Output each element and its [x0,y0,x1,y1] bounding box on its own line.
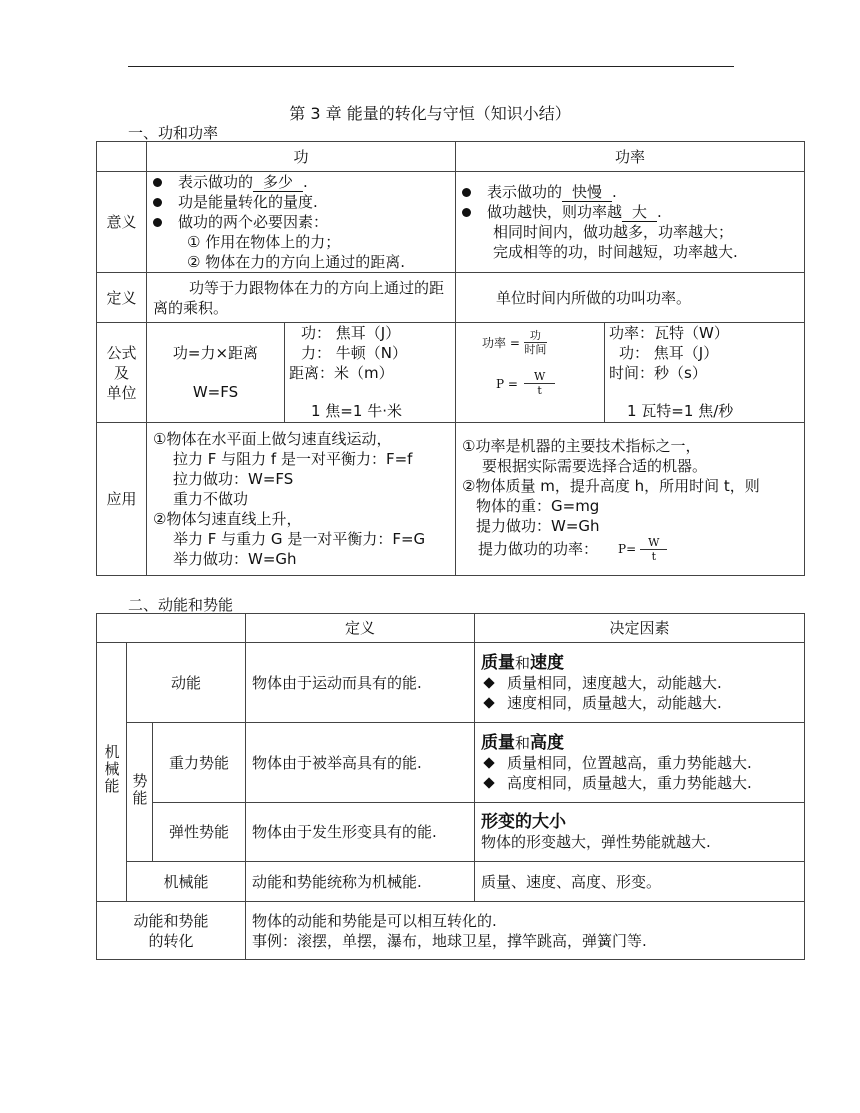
elastic-factors [475,803,805,862]
factor-title: 形变的大小 [481,812,567,832]
text-line: 要根据实际需要选择合适的机器。 [482,456,708,475]
row-label-formula: 公式 及 单位 [97,323,147,423]
text: 提力做功的功率： [478,540,599,558]
bullet-icon [462,188,471,197]
unit-line: 力： 牛顿（N） [301,344,407,362]
bullet-item [147,172,455,192]
diamond-item [475,673,804,693]
conversion-name [97,902,246,960]
power-formula-symbols [482,370,604,397]
formula-left: P= [618,542,637,556]
diamond-item [475,753,804,773]
gravitational-name: 重力势能 [153,723,246,803]
header-work: 功 [147,142,456,172]
text: 功是能量转化的量度. [178,193,318,211]
fraction [640,536,667,563]
power-formula-box [456,323,605,422]
bullet-icon [153,178,162,187]
gravitational-definition: 物体由于被举高具有的能. [246,723,475,803]
bullet-item [147,212,455,232]
mechanical-factors: 质量、速度、高度、形变。 [475,862,805,902]
application-power [456,423,805,576]
text: 质量相同，速度越大，动能越大. [507,673,722,692]
numerator: W [640,536,667,550]
corner-cell [97,614,246,643]
bullet-icon [153,198,162,207]
fill-blank: 大 [622,204,657,222]
denominator: 时间 [524,343,547,356]
elastic-name: 弹性势能 [153,803,246,862]
meaning-work-cell [147,172,456,273]
unit-line: 功： 焦耳（J） [301,324,401,342]
application-work [147,423,456,576]
factor-2: ② 物体在力的方向上通过的距离. [187,253,405,271]
text-line: 举力做功：W=Gh [173,550,297,568]
text: 质量 [481,732,516,753]
kinetic-factors [475,643,805,723]
power-note-1: 相同时间内，做功越多，功率越大； [493,223,734,241]
text-line: ②物体质量 m，提升高度 h，所用时间 t，则 [462,476,760,495]
bullet-icon [153,218,162,227]
gravitational-factors [475,723,805,803]
unit-equation: 1 瓦特=1 焦/秒 [627,402,734,420]
fill-blank: 多少 [253,174,303,192]
text: 机械能 [102,744,121,795]
header-definition: 定义 [246,614,475,643]
diamond-bullet-icon [483,677,494,688]
definition-power: 单位时间内所做的功叫功率。 [456,273,805,323]
mechanical-energy-label [97,643,127,902]
mechanical-name: 机械能 [127,862,246,902]
row-label-meaning: 意义 [97,172,147,273]
work-formula-symbol: W=FS [192,383,239,402]
mechanical-definition: 动能和势能统称为机械能. [246,862,475,902]
fill-blank: 快慢 [562,184,612,202]
text: 表示做功的 [178,173,254,191]
factor-title [475,733,804,753]
bullet-item [456,182,804,202]
diamond-bullet-icon [483,697,494,708]
numerator: 功 [524,329,547,343]
text: 的转化 [148,931,194,950]
unit-equation: 1 焦=1 牛·米 [311,402,402,420]
row-label-application: 应用 [97,423,147,576]
diamond-bullet-icon [483,777,494,788]
meaning-power-cell [456,172,805,273]
factor-text: 物体的形变越大，弹性势能就越大. [481,833,711,851]
text: . [303,173,308,191]
power-formula-words [482,329,604,356]
text: 动能和势能 [133,911,209,930]
potential-energy-label [127,723,153,862]
diamond-item [475,773,804,793]
text: 高度 [530,732,565,753]
unit-line: 功率：瓦特（W） [609,324,729,342]
row-label-definition: 定义 [97,273,147,323]
text-line: 物体的重：G=mg [476,496,600,515]
factor-title [475,653,804,673]
factor-1: ① 作用在物体上的力； [187,233,341,251]
text: 速度相同，质量越大，动能越大. [507,693,722,712]
bullet-item [456,202,804,222]
unit-line: 时间：秒（s） [609,364,707,382]
text: 质量相同，位置越高，重力势能越大. [507,753,752,772]
header-power: 功率 [456,142,805,172]
text-line: 拉力做功：W=FS [173,470,294,488]
work-formula-box [147,323,285,422]
conversion-text [246,902,805,960]
section-heading-work-power: 一、功和功率 [128,124,219,142]
numerator: W [524,370,555,384]
unit-line: 功： 焦耳（J） [619,344,719,362]
text: 势能 [130,772,149,807]
text: 高度相同，质量越大，重力势能越大. [507,773,752,792]
elastic-definition: 物体由于发生形变具有的能. [246,803,475,862]
unit-line: 距离：米（m） [289,364,394,382]
formula-work-cell [147,323,456,423]
header-rule [128,66,734,67]
text: 做功越快，则功率越 [487,203,623,221]
formula-left: P = [496,376,518,391]
text: . [612,183,617,201]
text: . [657,203,662,221]
text: 做功的两个必要因素： [178,213,329,231]
corner-cell [97,142,147,172]
formula-power-cell [456,323,805,423]
diamond-bullet-icon [483,757,494,768]
text-line: 举力 F 与重力 G 是一对平衡力：F=G [173,530,426,548]
bullet-item [147,192,455,212]
power-units-box [605,323,804,422]
power-formula-line [462,536,804,563]
text: 表示做功的 [487,183,563,201]
formula-left: 功率 = [482,335,520,350]
diamond-item [475,693,804,713]
text-line: ②物体匀速直线上升， [153,510,302,528]
definition-work: 功等于力跟物体在力的方向上通过的距离的乘积。 [147,273,456,323]
bullet-icon [462,208,471,217]
page-title: 第 3 章 能量的转化与守恒（知识小结） [289,104,571,123]
text: 物体的动能和势能是可以相互转化的. [252,911,497,930]
text: 质量 [481,652,516,673]
work-power-table [96,141,805,576]
text: 速度 [530,652,565,673]
header-factors: 决定因素 [475,614,805,643]
text-line: 提力做功：W=Gh [476,516,600,535]
work-formula-text: 功=力×距离 [172,343,259,362]
fraction [524,329,547,356]
work-units-box [285,323,455,422]
section-heading-energy: 二、动能和势能 [128,596,234,614]
denominator: t [651,549,657,563]
fraction [524,370,555,397]
kinetic-name: 动能 [127,643,246,723]
text-line: ①物体在水平面上做匀速直线运动， [153,430,392,448]
text: 事例：滚摆，单摆，瀑布，地球卫星，撑竿跳高，弹簧门等. [252,931,647,950]
denominator: t [537,384,542,397]
text-line: 拉力 F 与阻力 f 是一对平衡力：F=f [173,450,413,468]
kinetic-definition: 物体由于运动而具有的能. [246,643,475,723]
text-line: ①功率是机器的主要技术指标之一， [462,436,701,455]
energy-table [96,613,805,960]
text: 和 [515,733,531,752]
text-line: 重力不做功 [173,490,249,508]
text: 和 [515,653,531,672]
power-note-2: 完成相等的功，时间越短，功率越大. [493,243,738,261]
